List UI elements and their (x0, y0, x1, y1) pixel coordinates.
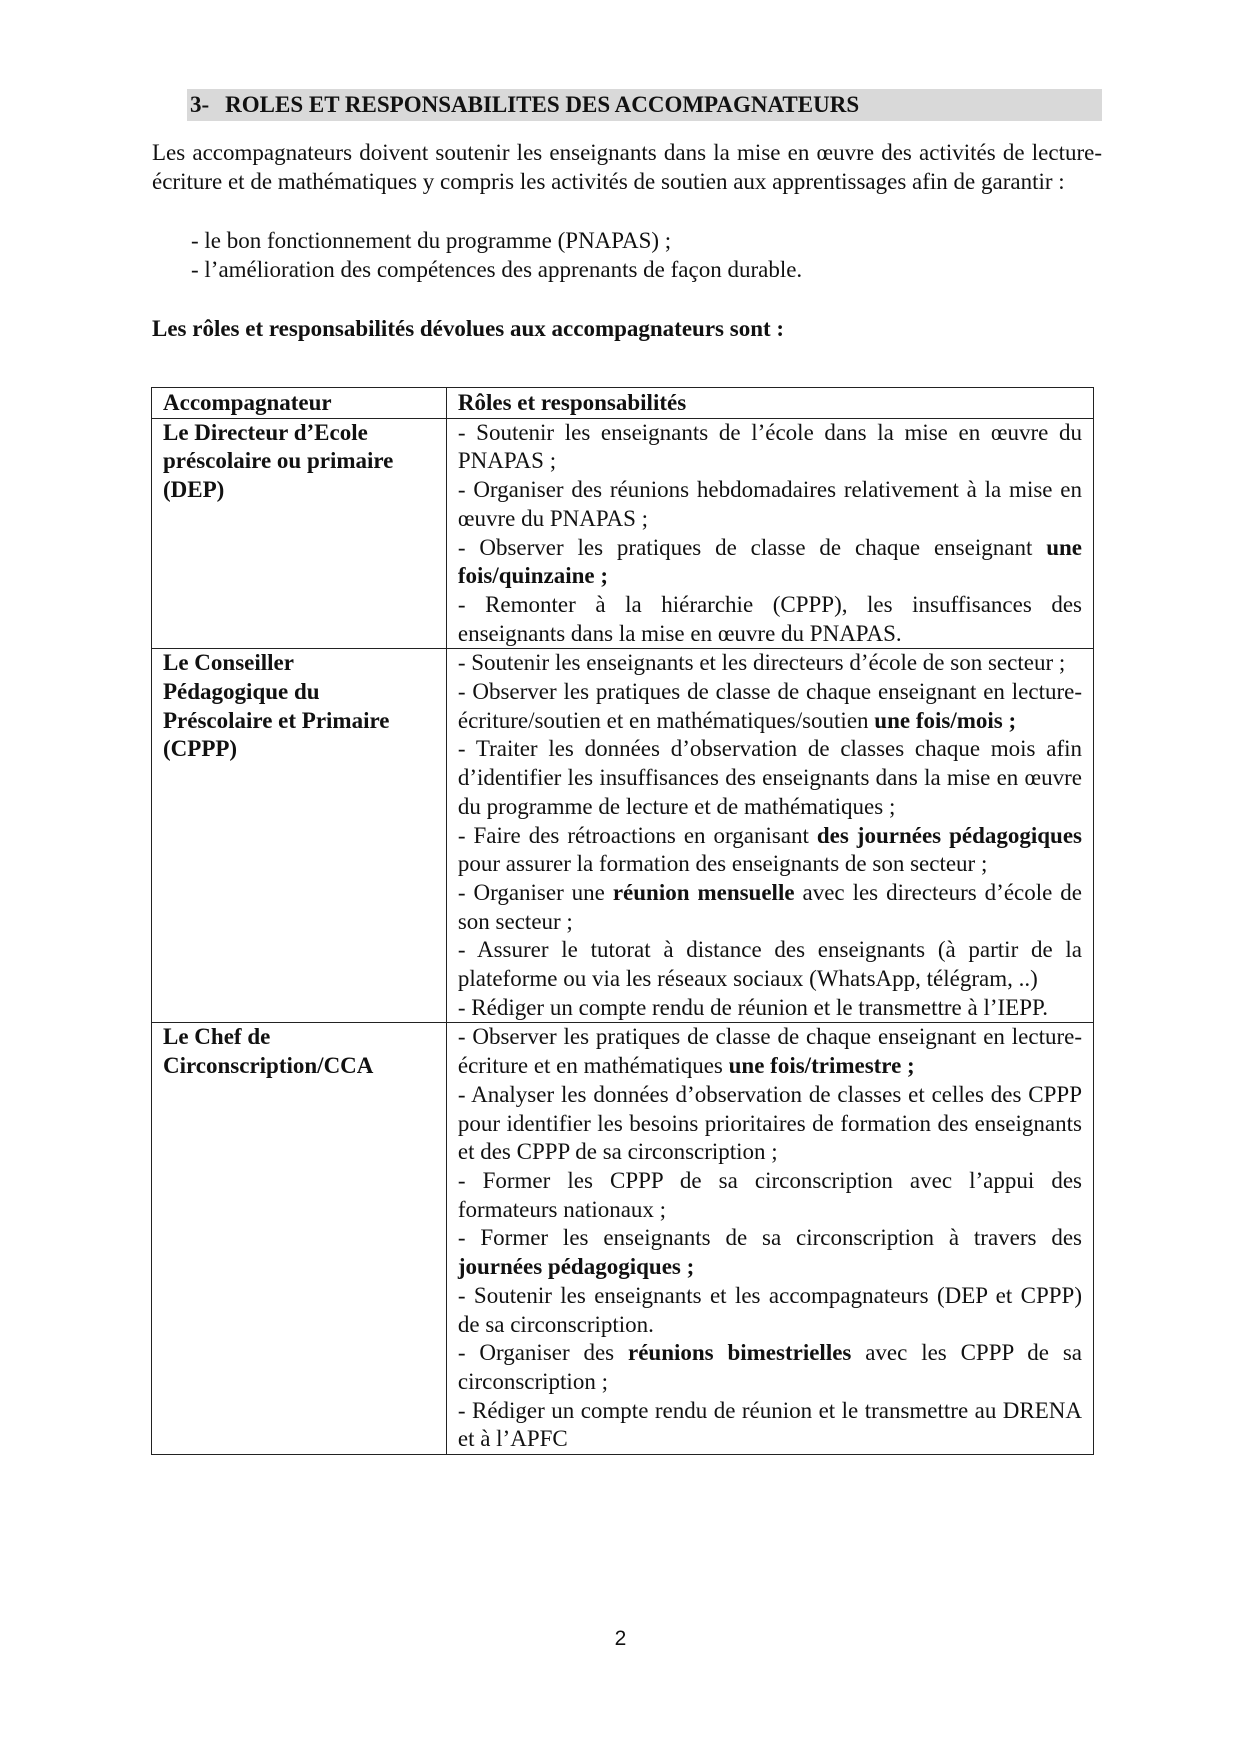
item-text: - Organiser des réunions hebdomadaires relativement à la mise en œuvre du PNAPAS ; (457, 477, 1082, 531)
item-text: - Observer les pratiques de classe de chaque enseignant en lecture-écriture/soutien et en mathématiques/soutien (457, 679, 1082, 733)
item-text: avec les CPPP de sa circonscription ; (457, 1340, 1082, 1394)
accompagnateur-line: Le Directeur d’Ecole (163, 419, 368, 445)
item-text: - Analyser les données d’observation de classes et celles des CPPP pour identifier les besoins prioritaires de formation des enseignants et des CPPP de sa circonscription ; (457, 1081, 1082, 1165)
emphasis-text: réunions bimestrielles (627, 1340, 852, 1366)
emphasis-text: journées pédagogiques ; (457, 1254, 695, 1280)
responsibilities-cell (446, 649, 1093, 1023)
responsibility-item (458, 1224, 1082, 1281)
responsibility-item (458, 936, 1082, 993)
responsibility-item (458, 1339, 1082, 1396)
accompagnateur-line: (CPPP) (163, 736, 238, 762)
accompagnateur-line: Pédagogique du (163, 679, 320, 705)
intro-bullet-list (191, 226, 1091, 284)
item-text: - Soutenir les enseignants et les directeurs d’école de son secteur ; (457, 650, 1066, 676)
column-header-roles: Rôles et responsabilités (446, 388, 1093, 419)
accompagnateur-line: Le Chef de (163, 1024, 271, 1050)
responsibility-item (458, 476, 1082, 533)
emphasis-text: une fois/mois ; (874, 707, 1017, 733)
responsibility-item (458, 1023, 1082, 1080)
item-text: - Soutenir les enseignants et les accompagnateurs (DEP et CPPP) de sa circonscription. (457, 1282, 1082, 1337)
responsibility-item (458, 419, 1082, 476)
row-dep (152, 418, 1094, 649)
accompagnateur-cell (152, 1023, 447, 1455)
item-text: - Remonter à la hiérarchie (CPPP), les insuffisances des enseignants dans la mise en œuvre du PNAPAS. (457, 591, 1082, 646)
item-text: - Soutenir les enseignants de l’école dans la mise en œuvre du PNAPAS ; (457, 419, 1082, 474)
responsibility-item (458, 1282, 1082, 1339)
intro-bullet: - le bon fonctionnement du programme (PNAPAS) ; (191, 228, 672, 253)
item-text: - Rédiger un compte rendu de réunion et le transmettre au DRENA et à l’APFC (457, 1397, 1082, 1452)
roles-table (151, 387, 1094, 1455)
responsibility-item (458, 1167, 1082, 1224)
item-text: - Observer les pratiques de classe de chaque enseignant (457, 534, 1047, 560)
responsibility-item (458, 879, 1082, 936)
item-text: - Organiser des (457, 1340, 628, 1366)
accompagnateur-line: (DEP) (163, 477, 225, 503)
responsibility-item (458, 678, 1082, 735)
row-cppp (152, 649, 1094, 1023)
item-text: pour assurer la formation des enseignants de son secteur ; (457, 851, 988, 877)
emphasis-text: réunion mensuelle (612, 879, 795, 905)
section-number: 3- (190, 92, 210, 117)
table-header-row (152, 388, 1094, 419)
item-text: avec les directeurs d’école de son secteur ; (457, 879, 1083, 934)
accompagnateur-cell (152, 649, 447, 1023)
responsibility-item (458, 591, 1082, 648)
responsibilities-cell (446, 418, 1093, 649)
emphasis-text: une fois/quinzaine ; (457, 534, 1082, 589)
responsibility-item (458, 994, 1082, 1023)
accompagnateur-line: préscolaire ou primaire (163, 448, 394, 474)
item-text: - Observer les pratiques de classe de chaque enseignant en lecture-écriture et en mathématiques (457, 1024, 1082, 1079)
accompagnateur-cell (152, 418, 447, 649)
column-header-accompagnateur: Accompagnateur (152, 388, 447, 419)
section-heading (187, 89, 1102, 121)
accompagnateur-line: Le Conseiller (163, 650, 294, 676)
item-text: - Faire des rétroactions en organisant (457, 822, 817, 848)
item-text: - Former les CPPP de sa circonscription avec l’appui des formateurs nationaux ; (457, 1167, 1082, 1222)
item-text: - Former les enseignants de sa circonscription à travers des (457, 1225, 1082, 1251)
responsibility-item (458, 735, 1082, 821)
section-title: ROLES ET RESPONSABILITES DES ACCOMPAGNATEURS (225, 92, 860, 117)
intro-bullet: - l’amélioration des compétences des apprenants de façon durable. (191, 257, 803, 282)
responsibility-item (458, 1397, 1082, 1454)
responsibility-item (458, 534, 1082, 591)
row-chef-circonscription (152, 1023, 1094, 1455)
item-text: - Rédiger un compte rendu de réunion et le transmettre à l’IEPP. (457, 994, 1049, 1020)
responsibilities-cell (446, 1023, 1093, 1455)
item-text: - Assurer le tutorat à distance des enseignants (à partir de la plateforme ou via les réseaux sociaux (WhatsApp, télégram, ..) (457, 937, 1082, 992)
table-intro-heading: Les rôles et responsabilités dévolues aux accompagnateurs sont : (152, 316, 785, 341)
responsibility-item (458, 1081, 1082, 1167)
emphasis-text: une fois/trimestre ; (728, 1053, 915, 1079)
item-text: - Traiter les données d’observation de classes chaque mois afin d’identifier les insuffisances des enseignants dans la mise en œuvre du programme de lecture et de mathématiques ; (457, 736, 1082, 819)
page-number: 2 (614, 1627, 627, 1650)
item-text: - Organiser une (457, 879, 613, 905)
emphasis-text: des journées pédagogiques (816, 822, 1082, 848)
responsibility-item (458, 822, 1082, 879)
accompagnateur-line: Circonscription/CCA (163, 1053, 374, 1079)
accompagnateur-line: Préscolaire et Primaire (163, 707, 390, 733)
responsibility-item (458, 649, 1082, 678)
intro-paragraph: Les accompagnateurs doivent soutenir les enseignants dans la mise en œuvre des activités de lecture-écriture et de mathématiques y compris les activités de soutien aux apprentissages afin de garantir : (152, 140, 1102, 194)
